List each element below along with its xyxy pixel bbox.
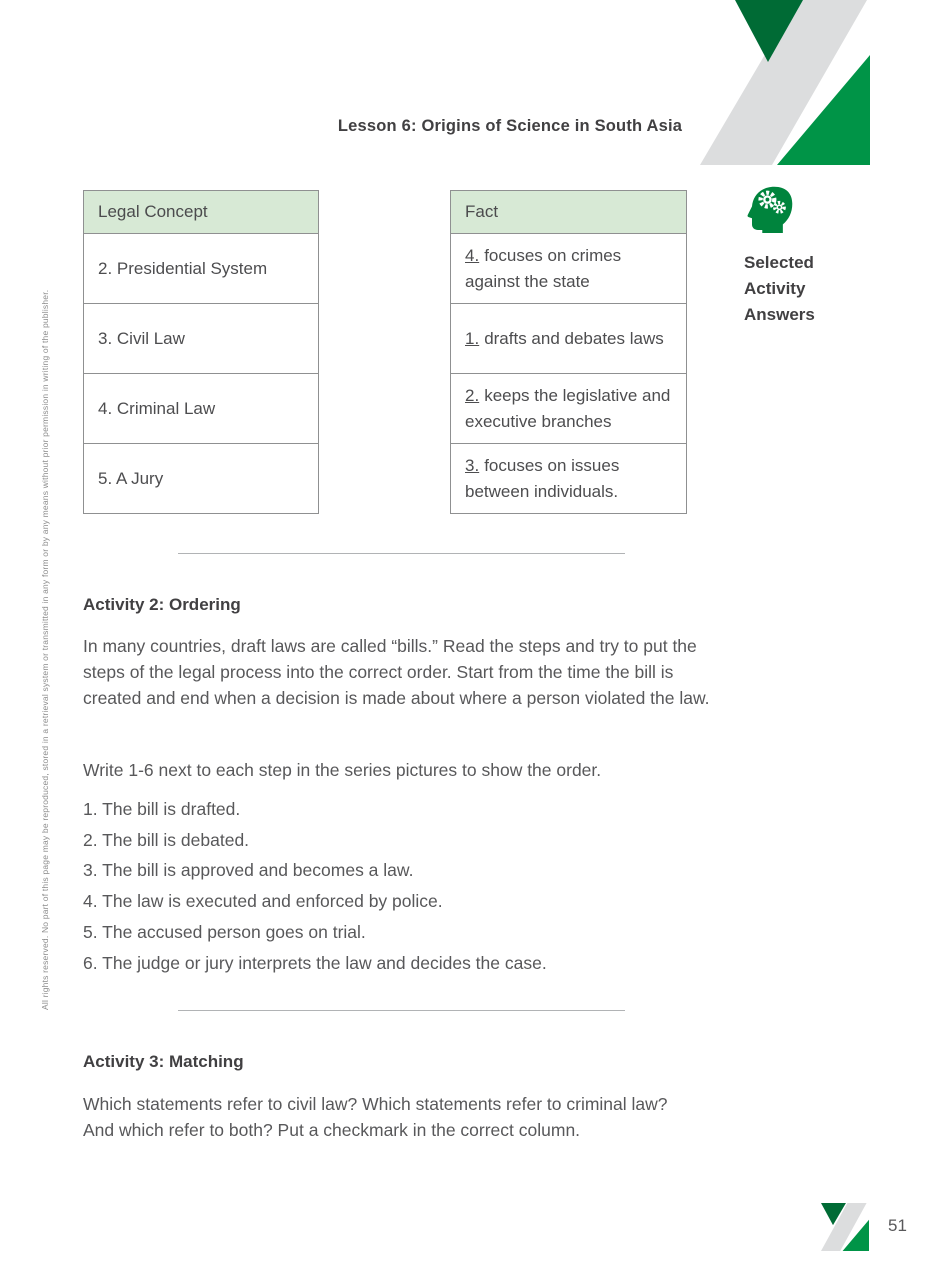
table-row	[450, 444, 687, 514]
activity2-steps-list	[83, 794, 547, 979]
section-divider	[178, 553, 625, 554]
table-row: 5. A Jury	[83, 444, 319, 514]
fact-table	[450, 190, 687, 514]
brand-logo	[697, 0, 875, 165]
page-number: 51	[888, 1216, 907, 1235]
list-item: 3. The bill is approved and becomes a law.	[83, 860, 414, 881]
table-row: 3. Civil Law	[83, 304, 319, 374]
list-item: 4. The law is executed and enforced by police.	[83, 891, 443, 912]
head-gears-icon	[744, 185, 796, 233]
fact-cell-text: 1. drafts and debates laws	[465, 328, 664, 348]
answer-number: 3.	[465, 455, 480, 475]
activity3-heading: Activity 3: Matching	[83, 1052, 244, 1071]
table-row: 4. Criminal Law	[83, 374, 319, 444]
answer-number: 1.	[465, 328, 480, 348]
list-item: 5. The accused person goes on trial.	[83, 922, 366, 943]
page-title: Lesson 6: Origins of Science in South Asia	[337, 117, 683, 135]
table-row	[450, 374, 687, 444]
activity2-heading: Activity 2: Ordering	[83, 595, 241, 614]
fact-header: Fact	[450, 190, 687, 234]
fact-cell-text: 4. focuses on crimes against the state	[465, 245, 622, 291]
table-row	[450, 234, 687, 304]
gear-icon	[761, 193, 775, 207]
list-item: 1. The bill is drafted.	[83, 798, 241, 819]
activity2-instruction: Write 1-6 next to each step in the series pictures to show the order.	[83, 760, 602, 780]
brand-logo-small	[821, 1203, 869, 1251]
answer-number: 4.	[465, 245, 480, 265]
list-item: 6. The judge or jury interprets the law and decides the case.	[83, 952, 547, 973]
table-row	[450, 304, 687, 374]
answer-number: 2.	[465, 385, 480, 405]
legal-concept-table	[83, 190, 319, 514]
copyright-notice: All rights reserved. No part of this page may be reproduced, stored in a retrieval system or transmitted in any form or by any means without prior permission in writing of the publisher.	[40, 289, 50, 1010]
legal-concept-header: Legal Concept	[83, 190, 319, 234]
selected-activity-answers-label: Selected Activity Answers	[744, 253, 815, 324]
list-item: 2. The bill is debated.	[83, 829, 250, 850]
fact-cell-text: 2. keeps the legislative and executive branches	[465, 385, 671, 431]
table-row: 2. Presidential System	[83, 234, 319, 304]
activity3-intro: Which statements refer to civil law? Which statements refer to criminal law? And which refer to both? Put a checkmark in the correct column.	[83, 1094, 668, 1140]
section-divider	[178, 1010, 625, 1011]
fact-cell-text: 3. focuses on issues between individuals.	[465, 455, 620, 501]
activity2-intro: In many countries, draft laws are called “bills.” Read the steps and try to put the steps of the legal process into the correct order. Start from the time the bill is created and end when a decision is made about where a person violated the law.	[83, 636, 710, 708]
